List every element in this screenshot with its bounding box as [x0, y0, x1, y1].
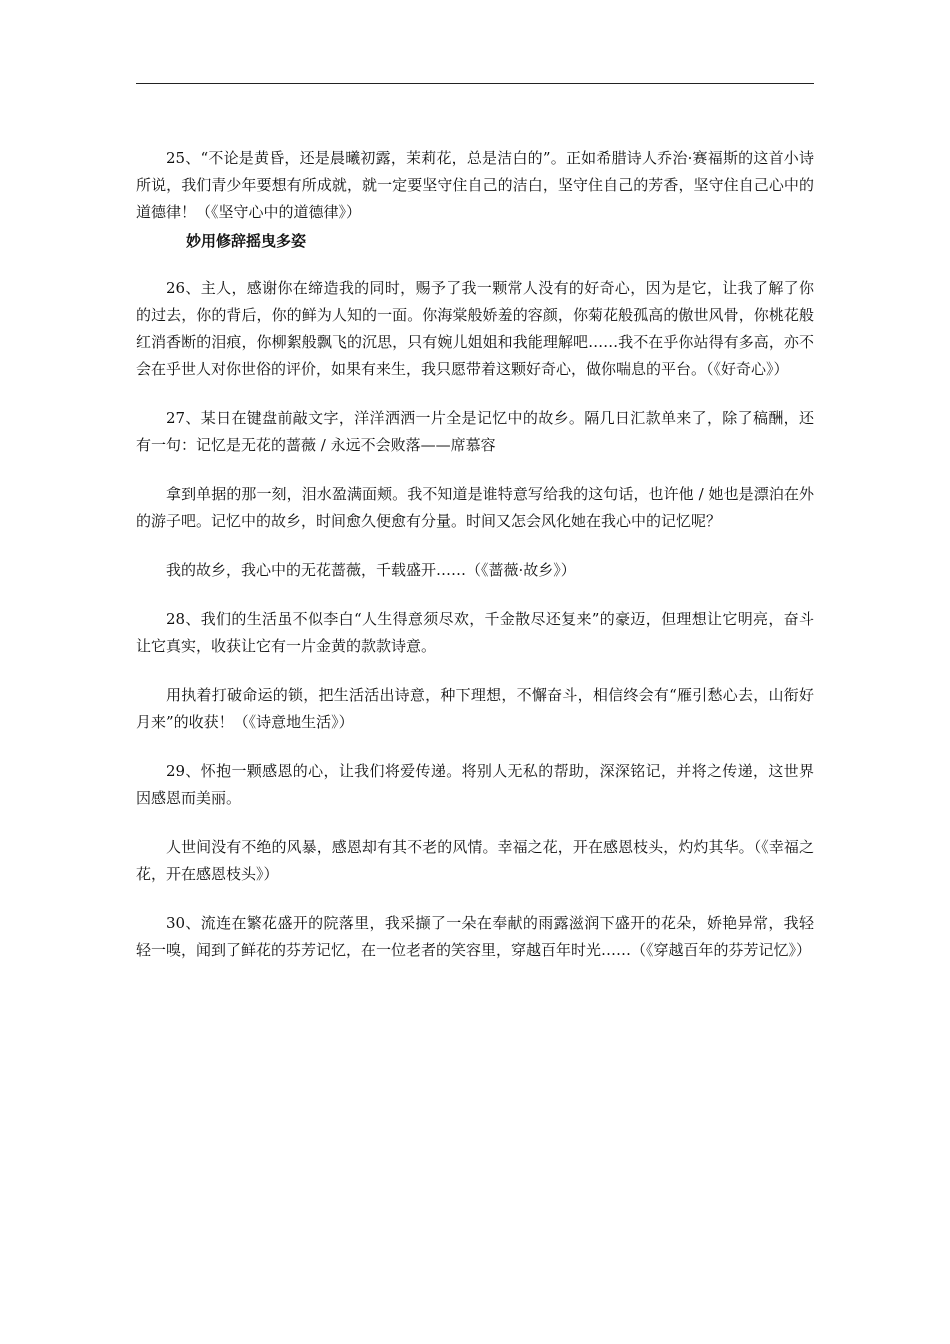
paragraph-27-continued: 拿到单据的那一刻，泪水盈满面颊。我不知道是谁特意写给我的这句话，也许他 / 她也是漂泊在外的游子吧。记忆中的故乡，时间愈久便愈有分量。时间又怎会风化她在我心中的记忆呢？ [136, 485, 814, 530]
section-heading: 妙用修辞摇曳多姿 [186, 232, 307, 250]
header-rule [136, 83, 814, 84]
paragraph-28: 28、我们的生活虽不似李白“人生得意须尽欢，千金散尽还复来”的豪迈，但理想让它明亮，奋斗让它真实，收获让它有一片金黄的款款诗意。 [136, 610, 814, 655]
paragraph-29-continued: 人世间没有不绝的风暴，感恩却有其不老的风情。幸福之花，开在感恩枝头，灼灼其华。（《幸福之花，开在感恩枝头》） [136, 838, 814, 883]
paragraph-30: 30、流连在繁花盛开的院落里，我采撷了一朵在奉献的雨露滋润下盛开的花朵，娇艳异常，我轻轻一嗅，闻到了鲜花的芬芳记忆，在一位老者的笑容里，穿越百年时光……（《穿越百年的芬芳记忆》） [136, 914, 814, 959]
paragraph-25: 25、“不论是黄昏，还是晨曦初露，茉莉花，总是洁白的”。正如希腊诗人乔治·赛福斯的这首小诗所说，我们青少年要想有所成就，就一定要坚守住自己的洁白，坚守住自己的芳香，坚守住自己心中的道德律！（《坚守心中的道德律》） [136, 149, 814, 221]
paragraph-26: 26、主人，感谢你在缔造我的同时，赐予了我一颗常人没有的好奇心，因为是它，让我了解了你的过去，你的背后，你的鲜为人知的一面。你海棠般娇羞的容颜，你菊花般孤高的傲世风骨，你桃花般红消香断的泪痕，你柳絮般飘飞的沉思，只有婉儿姐姐和我能理解吧……我不在乎你站得有多高，亦不会在乎世人对你世俗的评价，如果有来生，我只愿带着这颗好奇心，做你喘息的平台。（《好奇心》） [136, 279, 814, 378]
paragraph-29: 29、怀抱一颗感恩的心，让我们将爱传递。将别人无私的帮助，深深铭记，并将之传递，这世界因感恩而美丽。 [136, 762, 814, 807]
paragraph-27: 27、某日在键盘前敲文字，洋洋洒洒一片全是记忆中的故乡。隔几日汇款单来了，除了稿酬，还有一句：记忆是无花的蔷薇 / 永远不会败落——席慕容 [136, 409, 814, 454]
paragraph-28-continued: 用执着打破命运的锁，把生活活出诗意，种下理想，不懈奋斗，相信终会有“雁引愁心去，山衔好月来”的收获！（《诗意地生活》） [136, 686, 814, 731]
paragraph-27-closing: 我的故乡，我心中的无花蔷薇，千载盛开……（《蔷薇·故乡》） [166, 561, 576, 579]
document-body [136, 145, 814, 986]
